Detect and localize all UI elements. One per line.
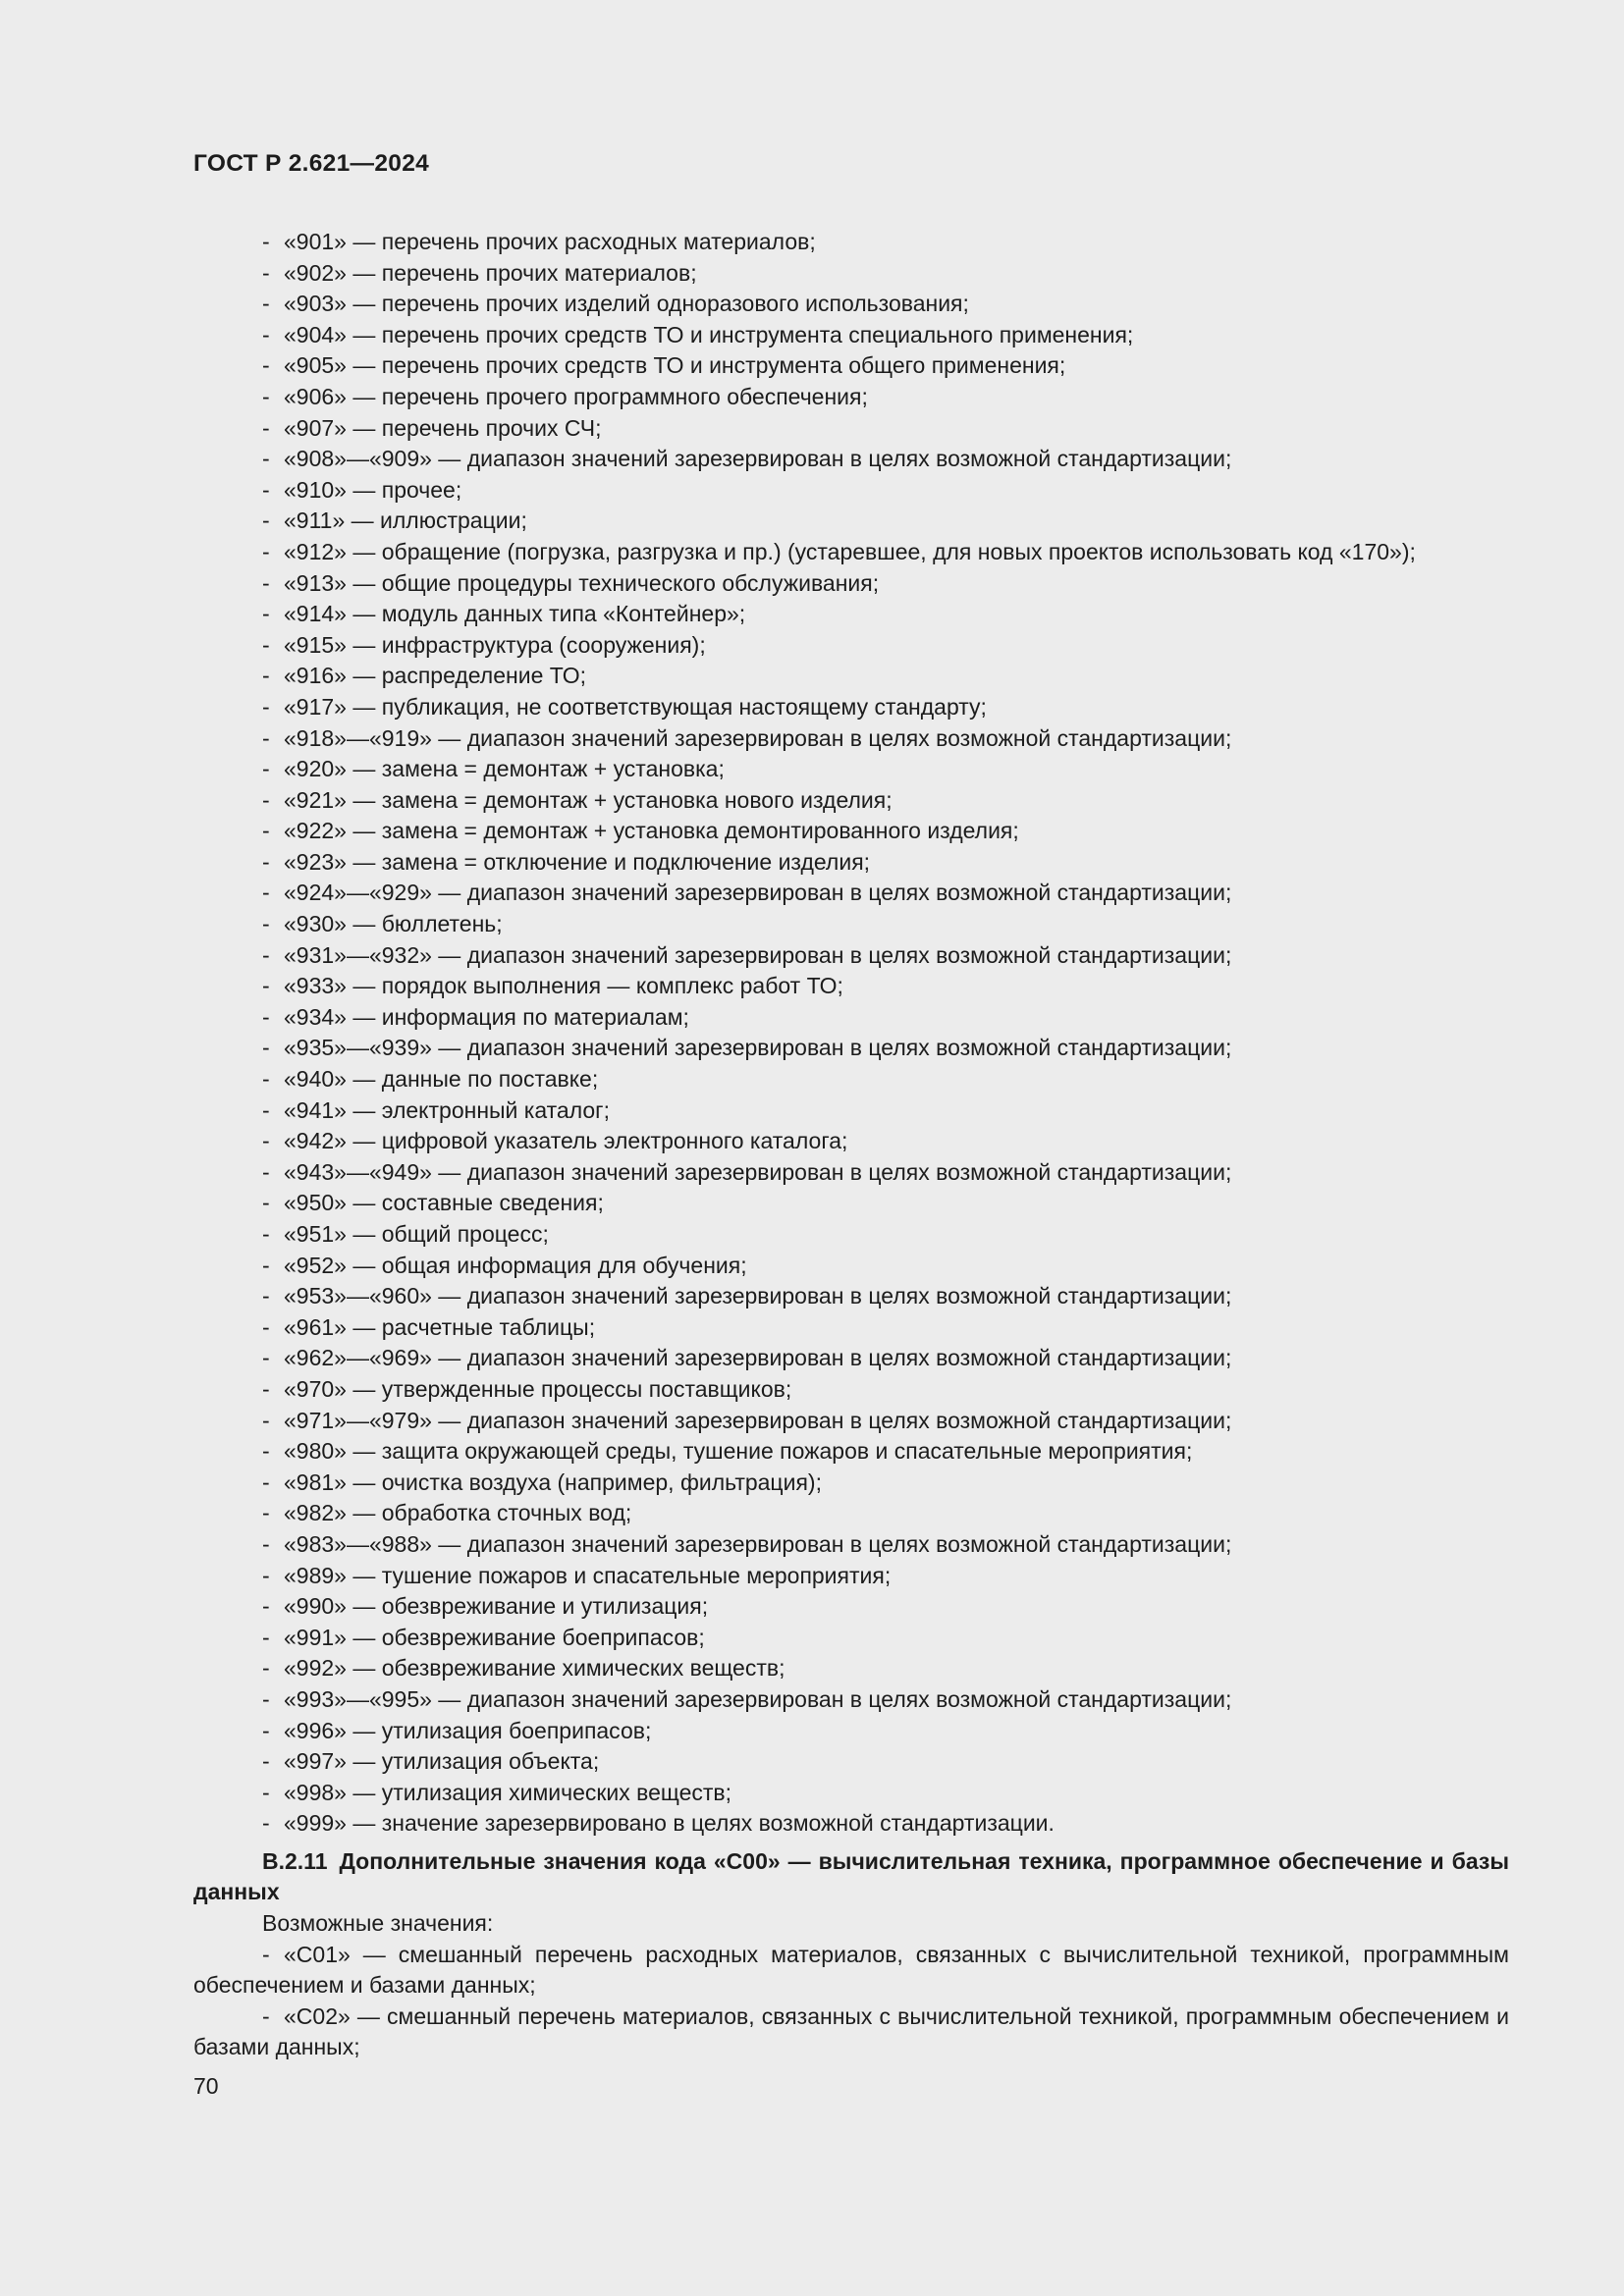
section-b-2-11 [193, 1846, 1509, 2063]
list-bullet: - [262, 1655, 270, 1682]
list-item-text: «934» — информация по материалам; [284, 1003, 689, 1030]
list-bullet: - [262, 1685, 270, 1712]
list-item [193, 568, 1509, 600]
list-item-text: «915» — инфраструктура (сооружения); [284, 631, 706, 658]
list-item-text: «902» — перечень прочих материалов; [284, 259, 697, 286]
list-item-text: «924»—«929» — диапазон значений зарезервирован в целях возможной стандартизации; [284, 880, 1232, 906]
list-item [193, 537, 1509, 568]
list-item-text: «903» — перечень прочих изделий одноразового использования; [284, 291, 969, 317]
list-item [193, 1623, 1509, 1654]
list-bullet: - [262, 446, 270, 472]
list-item [193, 1746, 1509, 1778]
code-value-list [193, 227, 1509, 1840]
list-item [193, 258, 1509, 290]
list-bullet: - [262, 1158, 270, 1185]
list-item [193, 1374, 1509, 1406]
list-bullet: - [262, 1810, 270, 1837]
section-value-list [193, 1940, 1509, 2063]
list-item [193, 1716, 1509, 1747]
list-bullet: - [262, 2002, 270, 2029]
list-item-text: «914» — модуль данных типа «Контейнер»; [284, 601, 746, 627]
list-bullet: - [262, 724, 270, 751]
list-item [193, 2002, 1509, 2063]
list-item [193, 754, 1509, 785]
list-item [193, 289, 1509, 320]
list-item-text: «941» — электронный каталог; [284, 1096, 610, 1123]
list-bullet: - [262, 693, 270, 720]
list-item [193, 413, 1509, 445]
list-item-text: «950» — составные сведения; [284, 1190, 604, 1216]
list-item-text: «940» — данные по поставке; [284, 1066, 599, 1093]
list-item [193, 1406, 1509, 1437]
list-item [193, 940, 1509, 972]
list-item [193, 382, 1509, 413]
list-bullet: - [262, 848, 270, 875]
list-item [193, 878, 1509, 909]
list-bullet: - [262, 1375, 270, 1402]
list-item [193, 1157, 1509, 1189]
list-bullet: - [262, 1345, 270, 1371]
list-bullet: - [262, 476, 270, 503]
list-item-text: «917» — публикация, не соответствующая настоящему стандарту; [284, 693, 987, 720]
list-bullet: - [262, 1003, 270, 1030]
list-bullet: - [262, 538, 270, 564]
list-item [193, 692, 1509, 723]
list-item-text: «993»—«995» — диапазон значений зарезервирован в целях возможной стандартизации; [284, 1685, 1232, 1712]
list-item-text: «С02» — смешанный перечень материалов, связанных с вычислительной техникой, программным обеспечением и базами данных; [193, 2002, 1509, 2060]
section-number: В.2.11 [262, 1847, 328, 1874]
list-item-text: «935»—«939» — диапазон значений зарезервирован в целях возможной стандартизации; [284, 1035, 1232, 1061]
list-item [193, 444, 1509, 475]
list-item [193, 661, 1509, 692]
list-item [193, 506, 1509, 537]
list-bullet: - [262, 818, 270, 844]
list-item-text: «997» — утилизация объекта; [284, 1748, 600, 1775]
list-bullet: - [262, 569, 270, 596]
list-item [193, 475, 1509, 507]
section-intro: Возможные значения: [262, 1910, 494, 1937]
list-item [193, 816, 1509, 847]
list-item-text: «923» — замена = отключение и подключение изделия; [284, 848, 871, 875]
list-bullet: - [262, 941, 270, 968]
list-bullet: - [262, 291, 270, 317]
list-item [193, 723, 1509, 755]
list-item [193, 320, 1509, 351]
list-item [193, 1312, 1509, 1344]
list-item [193, 1002, 1509, 1034]
list-item [193, 971, 1509, 1002]
list-bullet: - [262, 414, 270, 441]
list-item-text: «904» — перечень прочих средств ТО и инструмента специального применения; [284, 321, 1134, 347]
list-bullet: - [262, 1593, 270, 1620]
list-item [193, 1940, 1509, 2002]
list-bullet: - [262, 1252, 270, 1278]
list-bullet: - [262, 663, 270, 689]
list-item-text: «952» — общая информация для обучения; [284, 1252, 747, 1278]
list-bullet: - [262, 383, 270, 409]
list-bullet: - [262, 1468, 270, 1495]
list-item [193, 599, 1509, 630]
list-bullet: - [262, 1500, 270, 1526]
list-item-text: «920» — замена = демонтаж + установка; [284, 756, 725, 782]
list-bullet: - [262, 786, 270, 813]
list-item-text: «906» — перечень прочего программного обеспечения; [284, 383, 868, 409]
list-item-text: «916» — распределение ТО; [284, 663, 587, 689]
list-item [193, 1653, 1509, 1684]
list-bullet: - [262, 1941, 270, 1967]
list-item [193, 227, 1509, 258]
list-item-text: «922» — замена = демонтаж + установка демонтированного изделия; [284, 818, 1019, 844]
list-bullet: - [262, 1748, 270, 1775]
list-bullet: - [262, 507, 270, 534]
list-item-text: «990» — обезвреживание и утилизация; [284, 1593, 709, 1620]
list-item-text: «981» — очистка воздуха (например, фильтрация); [284, 1468, 822, 1495]
list-bullet: - [262, 352, 270, 379]
list-item [193, 1436, 1509, 1468]
list-item-text: «991» — обезвреживание боеприпасов; [284, 1624, 705, 1650]
list-bullet: - [262, 321, 270, 347]
list-item [193, 1529, 1509, 1561]
list-item-text: «933» — порядок выполнения — комплекс работ ТО; [284, 973, 843, 999]
list-item-text: «961» — расчетные таблицы; [284, 1313, 596, 1340]
list-item-text: «910» — прочее; [284, 476, 462, 503]
list-item [193, 350, 1509, 382]
list-bullet: - [262, 1035, 270, 1061]
list-item [193, 1064, 1509, 1095]
list-item [193, 1808, 1509, 1840]
list-item-text: «998» — утилизация химических веществ; [284, 1779, 732, 1805]
list-item [193, 1033, 1509, 1064]
list-item [193, 1561, 1509, 1592]
list-item [193, 1343, 1509, 1374]
list-bullet: - [262, 756, 270, 782]
list-item-text: «907» — перечень прочих СЧ; [284, 414, 602, 441]
list-item-text: «951» — общий процесс; [284, 1221, 549, 1247]
list-bullet: - [262, 1096, 270, 1123]
document-body [193, 227, 1509, 2063]
list-bullet: - [262, 631, 270, 658]
list-item-text: «989» — тушение пожаров и спасательные мероприятия; [284, 1562, 892, 1588]
list-bullet: - [262, 1190, 270, 1216]
list-bullet: - [262, 1283, 270, 1309]
list-bullet: - [262, 601, 270, 627]
list-item-text: «943»—«949» — диапазон значений зарезервирован в целях возможной стандартизации; [284, 1158, 1232, 1185]
list-bullet: - [262, 973, 270, 999]
list-item [193, 909, 1509, 940]
list-item-text: «970» — утвержденные процессы поставщиков; [284, 1375, 792, 1402]
list-bullet: - [262, 1438, 270, 1465]
list-item-text: «983»—«988» — диапазон значений зарезервирован в целях возможной стандартизации; [284, 1530, 1232, 1557]
list-bullet: - [262, 229, 270, 254]
list-bullet: - [262, 259, 270, 286]
list-item-text: «901» — перечень прочих расходных материалов; [284, 229, 816, 254]
list-item [193, 1281, 1509, 1312]
list-bullet: - [262, 880, 270, 906]
list-item [193, 1126, 1509, 1157]
list-bullet: - [262, 1221, 270, 1247]
list-item [193, 1251, 1509, 1282]
list-item-text: «942» — цифровой указатель электронного каталога; [284, 1128, 848, 1154]
list-item-text: «980» — защита окружающей среды, тушение пожаров и спасательные мероприятия; [284, 1438, 1193, 1465]
list-item-text: «931»—«932» — диапазон значений зарезервирован в целях возможной стандартизации; [284, 941, 1232, 968]
list-item-text: «С01» — смешанный перечень расходных материалов, связанных с вычислительной техникой, программным обеспечением и базами данных; [193, 1941, 1509, 1999]
list-item-text: «971»—«979» — диапазон значений зарезервирован в целях возможной стандартизации; [284, 1407, 1232, 1433]
list-bullet: - [262, 911, 270, 937]
list-bullet: - [262, 1717, 270, 1743]
section-heading [193, 1846, 1509, 1908]
list-item-text: «912» — обращение (погрузка, разгрузка и пр.) (устаревшее, для новых проектов использовать код «170»); [284, 538, 1416, 564]
list-item-text: «982» — обработка сточных вод; [284, 1500, 632, 1526]
list-item [193, 1591, 1509, 1623]
list-bullet: - [262, 1562, 270, 1588]
list-item-text: «913» — общие процедуры технического обслуживания; [284, 569, 880, 596]
list-item [193, 1095, 1509, 1127]
list-item-text: «930» — бюллетень; [284, 911, 503, 937]
list-item-text: «921» — замена = демонтаж + установка нового изделия; [284, 786, 893, 813]
list-bullet: - [262, 1313, 270, 1340]
list-item-text: «996» — утилизация боеприпасов; [284, 1717, 652, 1743]
list-item [193, 1498, 1509, 1529]
list-item [193, 630, 1509, 662]
section-title: Дополнительные значения кода «С00» — вычислительная техника, программное обеспечение и базы данных [193, 1847, 1509, 1905]
list-item-text: «918»—«919» — диапазон значений зарезервирован в целях возможной стандартизации; [284, 724, 1232, 751]
list-item [193, 847, 1509, 879]
list-item [193, 1468, 1509, 1499]
page-number: 70 [193, 2073, 219, 2099]
list-bullet: - [262, 1530, 270, 1557]
list-item-text: «999» — значение зарезервировано в целях возможной стандартизации. [284, 1810, 1055, 1837]
list-item-text: «905» — перечень прочих средств ТО и инструмента общего применения; [284, 352, 1066, 379]
list-item [193, 1188, 1509, 1219]
list-item [193, 1684, 1509, 1716]
list-bullet: - [262, 1779, 270, 1805]
list-item-text: «953»—«960» — диапазон значений зарезервирован в целях возможной стандартизации; [284, 1283, 1232, 1309]
list-bullet: - [262, 1128, 270, 1154]
list-bullet: - [262, 1066, 270, 1093]
list-item-text: «908»—«909» — диапазон значений зарезервирован в целях возможной стандартизации; [284, 446, 1232, 472]
list-item-text: «992» — обезвреживание химических веществ; [284, 1655, 785, 1682]
list-item-text: «911» — иллюстрации; [284, 507, 527, 534]
document-header: ГОСТ Р 2.621—2024 [193, 150, 430, 177]
list-item [193, 1778, 1509, 1809]
list-item [193, 785, 1509, 817]
list-item-text: «962»—«969» — диапазон значений зарезервирован в целях возможной стандартизации; [284, 1345, 1232, 1371]
list-item [193, 1219, 1509, 1251]
list-bullet: - [262, 1407, 270, 1433]
list-bullet: - [262, 1624, 270, 1650]
